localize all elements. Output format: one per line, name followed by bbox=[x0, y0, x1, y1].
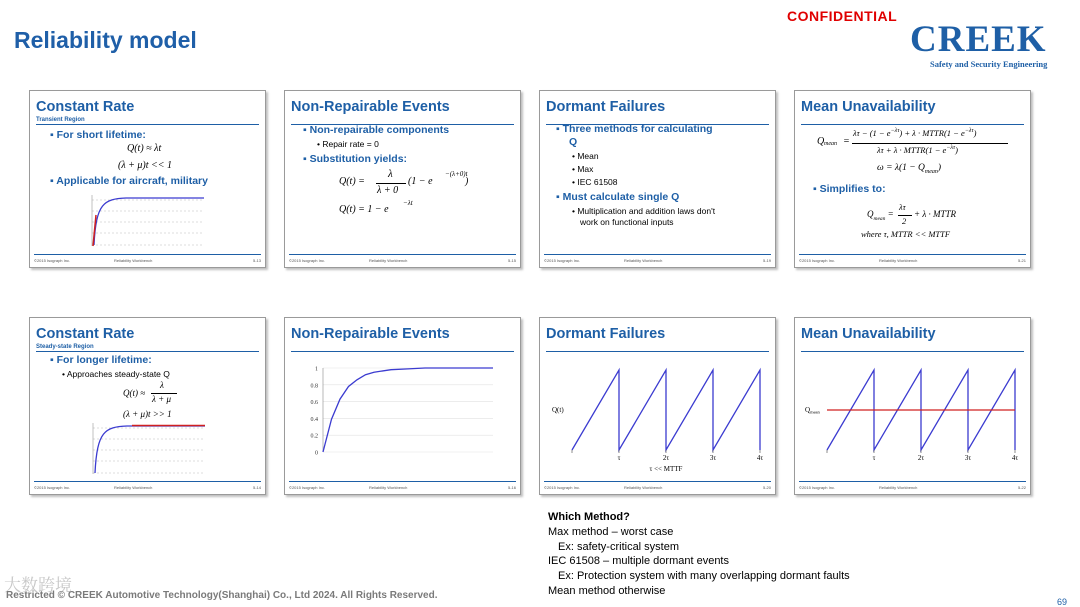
slide-non-repairable-events[interactable] bbox=[284, 90, 521, 268]
creek-logo: CREEK bbox=[910, 19, 1047, 60]
formula: (1 − e bbox=[408, 176, 433, 187]
x-tick-label: τ bbox=[617, 454, 621, 462]
notes-line: Max method – worst case bbox=[548, 525, 674, 538]
slide-title: Non-Repairable Events bbox=[291, 99, 450, 115]
formula-denominator: λ + 0 bbox=[377, 185, 399, 196]
formula-exponent: −λt bbox=[403, 199, 413, 207]
slide-subtitle: Transient Region bbox=[36, 117, 85, 123]
sub-bullet: • Approaches steady-state Q bbox=[62, 369, 170, 379]
notes-heading: Which Method? bbox=[548, 511, 630, 523]
slide-title: Dormant Failures bbox=[546, 99, 666, 115]
bullet: ▪ Substitution yields: bbox=[303, 153, 408, 165]
formula-denominator: λ + μ bbox=[152, 394, 171, 404]
formula: $Q_{mean}$ = bbox=[867, 209, 894, 222]
formula-exponent: −(λ+0)t bbox=[445, 170, 468, 178]
slide-header bbox=[801, 97, 1024, 125]
formula: + λ · MTTR bbox=[914, 209, 956, 219]
slide-dormant-failures-chart[interactable] bbox=[539, 317, 776, 495]
speaker-notes bbox=[548, 510, 850, 599]
copyright-footer: Restricted © CREEK Automotive Technology(Shanghai) Co., Ltd 2024. All Rights Reserved. bbox=[6, 590, 438, 601]
sub-bullet: • Repair rate = 0 bbox=[317, 139, 379, 149]
steady-state-curve bbox=[95, 426, 205, 473]
y-tick-label: 0.2 bbox=[310, 433, 318, 440]
page-title: Reliability model bbox=[14, 27, 197, 53]
transient-curve bbox=[94, 198, 204, 245]
x-axis-label: τ << MTTF bbox=[649, 465, 683, 473]
x-tick-label: 2τ bbox=[917, 454, 925, 462]
fraction-bar bbox=[376, 183, 406, 184]
y-tick-label: 0.8 bbox=[310, 383, 318, 390]
sub-bullet-continuation: work on functional inputs bbox=[580, 217, 674, 227]
x-tick-label: τ bbox=[872, 454, 876, 462]
notes-line: Ex: safety-critical system bbox=[558, 540, 680, 553]
formula-numerator: $\lambda\tau - (1 - e^{-\lambda\tau}) + \lambda$ · MTTR(1 − $e^{-\lambda\tau}$) bbox=[853, 128, 977, 138]
slide-subtitle: Steady-state Region bbox=[36, 344, 94, 350]
slide-footer: ©2015 Isograph Inc. Reliability Workbench 5-14 bbox=[34, 481, 261, 491]
formula: Q(t) = bbox=[339, 176, 365, 187]
slide-footer: ©2015 Isograph Inc. Reliability Workbench 5-16 bbox=[289, 481, 516, 491]
slide-header bbox=[291, 324, 514, 352]
page-number: 69 bbox=[1057, 597, 1068, 607]
formula-numerator: λ bbox=[388, 168, 393, 180]
notes-line: Mean method otherwise bbox=[548, 584, 666, 597]
formula: (λ + μ)t << 1 bbox=[118, 160, 173, 171]
slide-non-repairable-events-chart[interactable] bbox=[284, 317, 521, 495]
formula: Q(t) = 1 − e bbox=[339, 204, 389, 215]
sub-bullet: • Mean bbox=[572, 151, 599, 161]
x-tick-label: 2τ bbox=[662, 454, 670, 462]
slide-footer: ©2015 Isograph Inc. Reliability Workbench 5-15 bbox=[289, 254, 516, 264]
x-tick-label: 4τ bbox=[1011, 454, 1019, 462]
q-curve bbox=[323, 368, 493, 452]
bullet: ▪ For longer lifetime: bbox=[50, 354, 152, 366]
formula: Q(t) ≈ bbox=[123, 388, 146, 398]
slide-footer: ©2015 Isograph Inc. Reliability Workbench 5-13 bbox=[34, 254, 261, 264]
bullet: ▪ Applicable for aircraft, military bbox=[50, 175, 208, 187]
dormant-failures-chart bbox=[550, 358, 770, 476]
formula-condition: where τ, MTTR << MTTF bbox=[861, 229, 951, 239]
bullet: ▪ For short lifetime: bbox=[50, 129, 146, 141]
formula-subscript: mean bbox=[824, 141, 837, 147]
slide-constant-rate-steady-state[interactable] bbox=[29, 317, 266, 495]
y-tick-label: 1 bbox=[315, 366, 318, 373]
sub-bullet: • Multiplication and addition laws don't bbox=[572, 206, 716, 216]
slide-header bbox=[291, 97, 514, 125]
slide-title: Mean Unavailability bbox=[801, 326, 936, 342]
creek-logo-subtitle: Safety and Security Engineering bbox=[930, 59, 1048, 69]
formula: (λ + μ)t >> 1 bbox=[123, 409, 172, 419]
sub-bullet: • IEC 61508 bbox=[572, 177, 618, 187]
slide-header bbox=[546, 97, 769, 125]
slide-header bbox=[546, 324, 769, 352]
steady-state-curve-chart bbox=[87, 421, 207, 477]
y-tick-label: 0.6 bbox=[310, 400, 318, 407]
slide-mean-unavailability[interactable] bbox=[794, 90, 1031, 268]
slide-constant-rate-transient[interactable] bbox=[29, 90, 266, 268]
sub-bullet: • Max bbox=[572, 164, 594, 174]
formula-denominator: λτ + λ · MTTR(1 − $e^{-\lambda\tau}$) bbox=[877, 145, 958, 155]
fraction-bar bbox=[852, 143, 1008, 144]
transient-curve-chart bbox=[86, 193, 206, 249]
formula: = bbox=[843, 136, 850, 147]
x-tick-label: 4τ bbox=[756, 454, 764, 462]
non-repairable-chart bbox=[297, 360, 502, 460]
notes-line: IEC 61508 – multiple dormant events bbox=[548, 555, 729, 568]
watermark: 大数跨境 bbox=[4, 576, 72, 595]
confidential-label: CONFIDENTIAL bbox=[787, 8, 898, 24]
slide-dormant-failures[interactable] bbox=[539, 90, 776, 268]
slide-title: Constant Rate bbox=[36, 326, 135, 342]
x-tick-label: 3τ bbox=[964, 454, 972, 462]
y-axis-label: Q(t) bbox=[552, 406, 564, 414]
slide-header bbox=[801, 324, 1024, 352]
formula: ) bbox=[465, 176, 469, 187]
formula-numerator: λ bbox=[160, 380, 164, 390]
bullet: ▪ Three methods for calculating bbox=[556, 123, 713, 135]
x-tick-label: 3τ bbox=[709, 454, 717, 462]
slide-footer: ©2015 Isograph Inc. Reliability Workbench 5-20 bbox=[544, 481, 771, 491]
y-axis-label: $Q_{mean}$ bbox=[805, 406, 820, 415]
slide-mean-unavailability-chart[interactable] bbox=[794, 317, 1031, 495]
slide-header bbox=[36, 97, 259, 125]
formula-numerator: λτ bbox=[899, 202, 906, 212]
bullet: ▪ Simplifies to: bbox=[813, 183, 886, 195]
bullet: ▪ Non-repairable components bbox=[303, 124, 450, 136]
q-sawtooth-line bbox=[572, 370, 760, 450]
slide-title: Dormant Failures bbox=[546, 326, 666, 342]
formula: Q(t) ≈ λt bbox=[127, 143, 162, 154]
formula-denominator: 2 bbox=[902, 216, 907, 226]
slide-footer: ©2015 Isograph Inc. Reliability Workbench 5-22 bbox=[799, 481, 1026, 491]
slide-title: Non-Repairable Events bbox=[291, 326, 450, 342]
slide-header bbox=[36, 324, 259, 352]
y-tick-label: 0 bbox=[315, 450, 318, 457]
formula: $\omega = \lambda(1 - Q_{mean})$ bbox=[877, 163, 942, 175]
formula: Q bbox=[817, 136, 825, 147]
bullet: ▪ Must calculate single Q bbox=[556, 191, 680, 203]
y-tick-label: 0.4 bbox=[310, 416, 318, 423]
slide-title: Mean Unavailability bbox=[801, 99, 936, 115]
mean-unavailability-chart bbox=[805, 358, 1025, 476]
slide-title: Constant Rate bbox=[36, 99, 135, 115]
slide-footer: ©2015 Isograph Inc. Reliability Workbench 5-21 bbox=[799, 254, 1026, 264]
notes-line: Ex: Protection system with many overlapping dormant faults bbox=[558, 570, 850, 583]
slide-footer: ©2015 Isograph Inc. Reliability Workbench 5-19 bbox=[544, 254, 771, 264]
bullet-continuation: Q bbox=[569, 136, 578, 148]
